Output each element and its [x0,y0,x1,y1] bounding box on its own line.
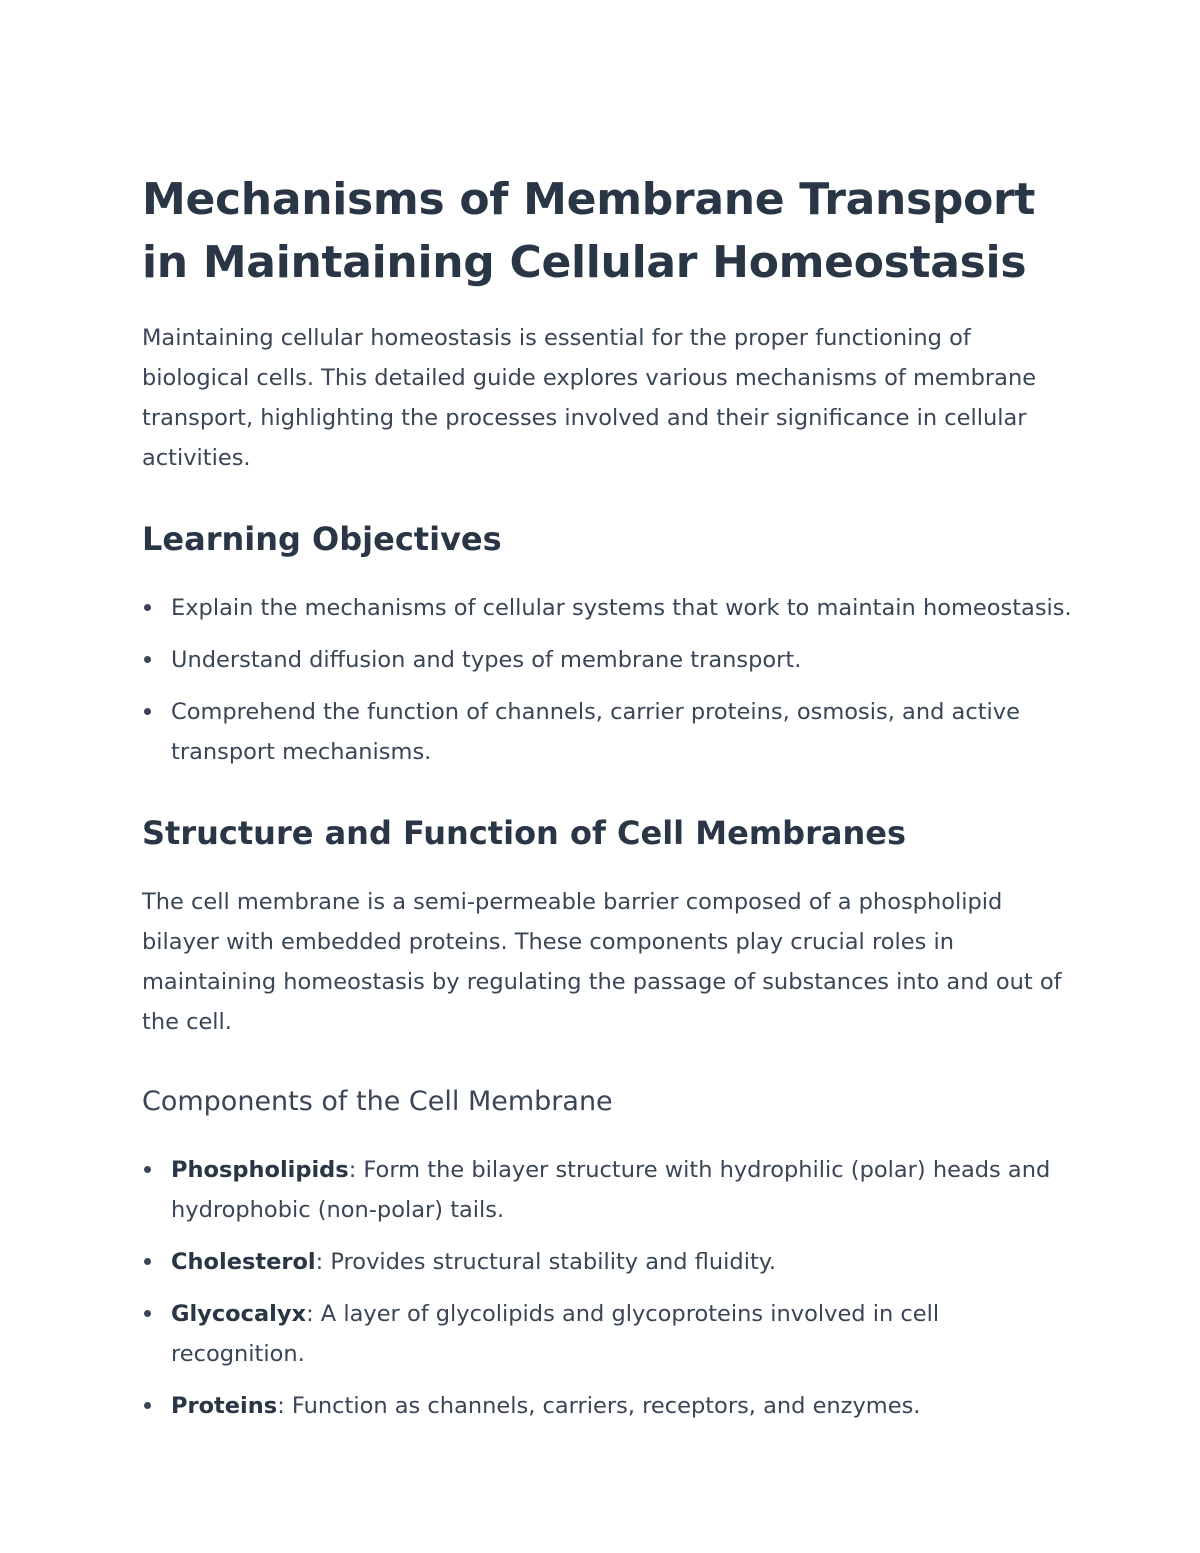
list-item [142,588,1072,628]
component-term: Proteins [171,1393,278,1419]
component-description: : A layer of glycolipids and glycoproteins involved in cell recognition. [171,1301,940,1367]
bullet-icon [144,708,151,715]
bullet-icon [144,1166,151,1173]
list-item [142,640,1072,680]
document-page [142,168,1072,1466]
structure-paragraph: The cell membrane is a semi-permeable barrier composed of a phospholipid bilayer with embedded proteins. These components play crucial roles in maintaining homeostasis by regulating the passage of substances into and out of the cell. [142,889,1062,1035]
component-term: Cholesterol [171,1249,316,1275]
intro-paragraph: Maintaining cellular homeostasis is essential for the proper functioning of biological cells. This detailed guide explores various mechanisms of membrane transport, highlighting the processes involved and their significance in cellular activities. [142,325,1037,471]
component-description: : Function as channels, carriers, receptors, and enzymes. [277,1393,921,1419]
bullet-icon [144,604,151,611]
structure-function-heading: Structure and Function of Cell Membranes [142,814,906,852]
list-item-text: Comprehend the function of channels, carrier proteins, osmosis, and active transport mechanisms. [171,699,1020,765]
bullet-icon [144,1402,151,1409]
bullet-icon [144,656,151,663]
learning-objectives-heading: Learning Objectives [142,520,502,558]
component-description: : Form the bilayer structure with hydrophilic (polar) heads and hydrophobic (non-polar) tails. [171,1157,1051,1223]
list-item [142,1294,1072,1374]
component-term: Glycocalyx [171,1301,307,1327]
list-item [142,1386,1072,1426]
page-title: Mechanisms of Membrane Transport in Maintaining Cellular Homeostasis [142,174,1036,288]
list-item [142,1150,1072,1230]
list-item-text: Understand diffusion and types of membrane transport. [171,647,802,673]
bullet-icon [144,1258,151,1265]
learning-objectives-list [142,588,1072,772]
components-heading: Components of the Cell Membrane [142,1086,613,1117]
list-item [142,1242,1072,1282]
list-item-text: Explain the mechanisms of cellular systems that work to maintain homeostasis. [171,595,1072,621]
component-description: : Provides structural stability and fluidity. [315,1249,777,1275]
component-term: Phospholipids [171,1157,349,1183]
components-list [142,1150,1072,1426]
bullet-icon [144,1310,151,1317]
list-item [142,692,1072,772]
